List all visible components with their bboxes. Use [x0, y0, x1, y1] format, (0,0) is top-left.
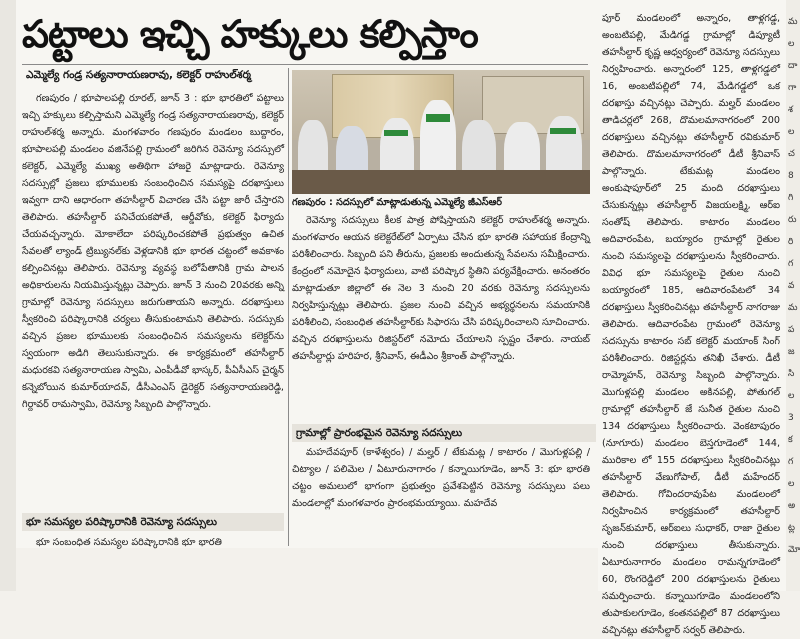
middle-tail — [292, 444, 590, 512]
edge-fragment: మో — [788, 545, 800, 555]
middle-section-head: గ్రామాల్లో ప్రారంభమైన రెవెన్యూ సదస్సులు — [292, 424, 596, 442]
edge-fragment: చ — [788, 149, 795, 159]
middle-paragraph: రెవెన్యూ సదస్సులు కీలక పాత్ర పోషిస్తాయని కలెక్టర్ రాహుల్‌శర్మ అన్నారు. మంగళవారం ఆయన కలెక్టరేట్‌లో ఏర్పాటు చేసిన భూ భారతి సహాయక కేంద్రాన్ని పరిశీలించారు. సిబ్బంది పని తీరును, ప్రజలకు అందుతున్న సేవలను సమీక్షించారు. కేంద్రంలో నమోదైన ఫిర్యాదులు, వాటి పరిష్కార స్థితిని పర్యవేక్షించారు. అనంతరం మాట్లాడుతూ జిల్లాలో ఈ నెల 3 నుంచి 20 వరకు రెవెన్యూ సదస్సులను నిర్వహిస్తున్నట్లు తెలిపారు. ప్రజల నుంచి వచ్చిన అభ్యర్థనలను సమయానికి పరిశీలించి, సంబంధిత తహసీల్దార్‌కు సిఫారసు చేసి పరిష్కరించాలని సూచించారు. వచ్చిన దరఖాస్తులను రిజిస్టర్‌లో నమోదు చేయాలని స్పష్టం చేశారు. నాయబ్ తహసీల్దార్లు హరిహర, శ్రీనివాస్, ఈడీఎం శ్రీకాంత్ పాల్గొన్నారు. — [292, 215, 590, 362]
edge-fragment: ప — [788, 325, 795, 335]
left-section-head: భూ సమస్యల పరిష్కారానికి రెవెన్యూ సదస్సులు — [22, 513, 284, 531]
edge-fragment: ల — [788, 39, 795, 49]
news-photo — [292, 70, 590, 194]
right-paragraph: పూర్ మండలంలో అన్నారం, తాళ్లగడ్డ, అంబటిపల్లి, మేడిగడ్డ గ్రామాల్లో డిప్యూటీ తహసీల్దార్ కృష్ణ ఆధ్వర్యంలో రెవెన్యూ సదస్సులు నిర్వహించారు. అన్నారంలో 125, తాళ్లగడ్డలో 16, అంబటిపల్లిలో 74, మేడిగడ్డలో ఒక దరఖాస్తు వచ్చినట్లు చెప్పారు. మల్హర్ మండలం తాడిచర్లలో 268, దొమలమానాగరంలో 200 దరఖాస్తులు వచ్చినట్లు తహసీల్దార్ రవికుమార్ తెలిపారు. దొమలమానాగరంలో డీటీ శ్రీనివాస్ పాల్గొన్నారు. టేకుమట్ల మండలం అంకుషాపూర్‌లో 25 మంది దరఖాస్తులు చేసుకున్నట్లు తహసీల్దార్ విజయలక్ష్మి, ఆర్‌ఐ సంతోష్ తెలిపారు. కాటారం మండలం అదివారంపేట, బయ్యారం గ్రామాల్లో రైతుల నుంచి సమస్యలపై దరఖాస్తులను స్వీకరించారు. వివిధ భూ సమస్యలపై రైతుల నుంచి బయ్యారంలో 185, ఆదివారంపేటలో 34 దరఖాస్తులు స్వీకరించినట్లు తహసీల్దార్ నాగరాజు తెలిపారు. ఆదివారంపేట గ్రామంలో రెవెన్యూ సదస్సును కాటారం సబ్ కలెక్టర్ మయాంక్ సింగ్ పరిశీలించారు. రిజిస్టర్లను తనిఖీ చేశారు. డీటీ రామ్మోహన్, రెవెన్యూ సిబ్బంది పాల్గొన్నారు. మొగుళ్లపల్లి మండలం అకినపల్లి, పోతుగల్ గ్రామాల్లో తహసీల్దార్ జే సునీత రైతుల నుంచి 134 దరఖాస్తులు స్వీకరించారు. వెంకటాపురం (నూగూరు) మండలం బెస్తగూడెంలో 144, మురికాల లో 155 దరఖాస్తులు స్వీకరించినట్లు తహసీల్దార్ వేణుగోపాల్, డీటీ మహేందర్ తెలిపారు. గోవిందరావుపేట మండలంలో నిర్వహించిన కార్యక్రమంలో తహసీల్దార్ సృజన్‌కుమార్, ఆర్ఐలు సుధాకర్, రాజా రైతుల నుంచి దరఖాస్తులు తీసుకున్నారు. ఏటూరునాగారం మండలం రామన్నగూడెంలో 60, రొంగరెడ్డిలో 200 దరఖాస్తులను రైతులు సమర్పించారు. కన్నాయిగూడెం మండలంలోని తుపాకులగూడెం, కంతనపల్లిలో 87 దరఖాస్తులు వచ్చినట్లు తహసీల్దార్ సర్వర్ తెలిపారు. — [602, 13, 780, 636]
edge-fragment: వ — [788, 281, 795, 291]
news-clipping — [16, 0, 598, 548]
left-paragraph: గణపురం / భూపాలపల్లి రూరల్, జూన్ 3 : భూ భారతిలో పట్టాలు ఇచ్చి హక్కులు కల్పిస్తామని ఎమ్మెల్యే గండ్ర సత్యనారాయణరావు, కలెక్టర్ రాహుల్‌శర్మ అన్నారు. మంగళవారం గణపురం మండలం బుద్దారం, భూపాలపల్లి మండలం వజినేపల్లి గ్రామంలో జరిగిన రెవెన్యూ సదస్సులో కలెక్టర్, ఎమ్మెల్యే ముఖ్య అతిథిగా హాజరై మాట్లాడారు. రెవెన్యూ సదస్సుల్లో ప్రజలు భూములకు సంబంధించిన సమస్యపై దరఖాస్తులు ఇవ్వగా దాని ఆధారంగా తహసీల్దార్ విచారణ చేసి పట్టా జారీ చేస్తారని తెలిపారు. తహసీల్దార్ పనిచేయకపోతే, ఆర్డీవోకు, కలెక్టర్ ఫిర్యాదు చేయవచ్చన్నారు. మోకాలేదా పరిష్కరించకపోతే ప్రభుత్వం ఉచిత సేవలతో ల్యాండ్ ట్రిబ్యునల్‌కు వెళ్లడానికి భూ భారత చట్టంలో అవకాశం కల్పించినట్లు తెలిపారు. రెవెన్యూ వ్యవస్థ బలోపేతానికి గ్రామ పాలన అధికారులను నియమిస్తున్నట్లు చెప్పారు. జూన్ 3 నుంచి 20వరకు అన్ని గ్రామాల్లో రెవెన్యూ సదస్సులు జరుగుతాయని అన్నారు. దరఖాస్తులు స్వీకరించి పరిష్కారానికి చర్యలు తీసుకుంటామని తెలిపారు. సదస్సుకు వచ్చిన ప్రజల భూములకు సంబంధించిన సమస్యలను కలెక్టర్‌ను స్వయంగా అడిగి తెలుసుకున్నారు. ఈ కార్యక్రమంలో తహసీల్దార్ మధురకవి సత్యనారాయణ స్వామి, ఎంపీడీవో భాస్కర్, పీఏసీఎస్ చైర్మన్ కన్నెబోయిన కుమార్‌యాదవ్, డీసీఎంఎస్ డైరెక్టర్ సత్యనారాయణరెడ్డి, గిర్దావర్ రామస్వామి, రెవెన్యూ సిబ్బంది పాల్గొన్నారు. — [22, 93, 284, 410]
left-tail — [22, 534, 284, 551]
headline: పట్టాలు ఇచ్చి హక్కులు కల్పిస్తాం — [22, 12, 478, 56]
edge-fragment: దా — [788, 61, 798, 71]
green-scarf — [426, 114, 450, 122]
edge-fragment: గ — [788, 259, 794, 269]
left-column — [22, 90, 284, 413]
edge-fragment: మ — [788, 303, 798, 313]
edge-fragment: గి — [788, 193, 794, 203]
edge-fragment: అ — [788, 501, 796, 511]
edge-fragment: జ — [788, 347, 795, 357]
edge-fragment: ల — [788, 479, 795, 489]
edge-fragment: సి — [788, 369, 795, 379]
edge-fragment: 8 — [788, 171, 794, 181]
edge-fragment: మ — [788, 17, 798, 27]
edge-fragment: 3 — [788, 413, 794, 423]
middle-column — [292, 212, 590, 365]
column-divider — [288, 68, 289, 546]
photo-caption: గణపురం : సదస్సులో మాట్లాడుతున్న ఎమ్మెల్యే జీఎస్ఆర్ — [292, 197, 502, 208]
edge-fragment: ట్ల — [788, 523, 795, 533]
left-tail-text: భూ సంబంధిత సమస్యల పరిష్కారానికి భూ భారతి — [36, 537, 222, 548]
edge-fragment: ల — [788, 391, 795, 401]
edge-fragment: రి — [788, 237, 794, 247]
right-column-block — [598, 0, 786, 636]
edge-fragment: క — [788, 435, 793, 445]
middle-tail-text: మహదేవపూర్ (కాళేశ్వరం) / మల్హర్ / టేకుమట్ల / కాటారం / మొగుళ్లపల్లి / చిట్యాల / పలిమెల / ఏటూరునాగారం / కన్నాయిగూడెం, జూన్ 3: భూ భారతి చట్టం అమలులో భాగంగా ప్రభుత్వం ప్రవేశపెట్టిన రెవెన్యూ సదస్సులు పలు మండలాల్లో మంగళవారం ప్రారంభమయ్యాయి. మహదేవ — [292, 447, 590, 509]
neighbor-article-edge — [786, 0, 800, 591]
right-column — [602, 10, 780, 639]
edge-fragment: శ — [788, 105, 793, 115]
headline-rule — [22, 64, 588, 65]
photo-table — [292, 170, 590, 194]
green-scarf — [550, 128, 576, 134]
edge-fragment: రు — [788, 215, 797, 225]
edge-fragment: గ — [788, 457, 794, 467]
green-scarf — [384, 130, 408, 136]
subhead: ఎమ్మెల్యే గండ్ర సత్యనారాయణరావు, కలెక్టర్ రాహుల్‌శర్మ — [26, 69, 251, 81]
adjacent-page-edge — [0, 0, 16, 591]
edge-fragment: ల — [788, 127, 795, 137]
edge-fragment: గా — [788, 83, 797, 93]
